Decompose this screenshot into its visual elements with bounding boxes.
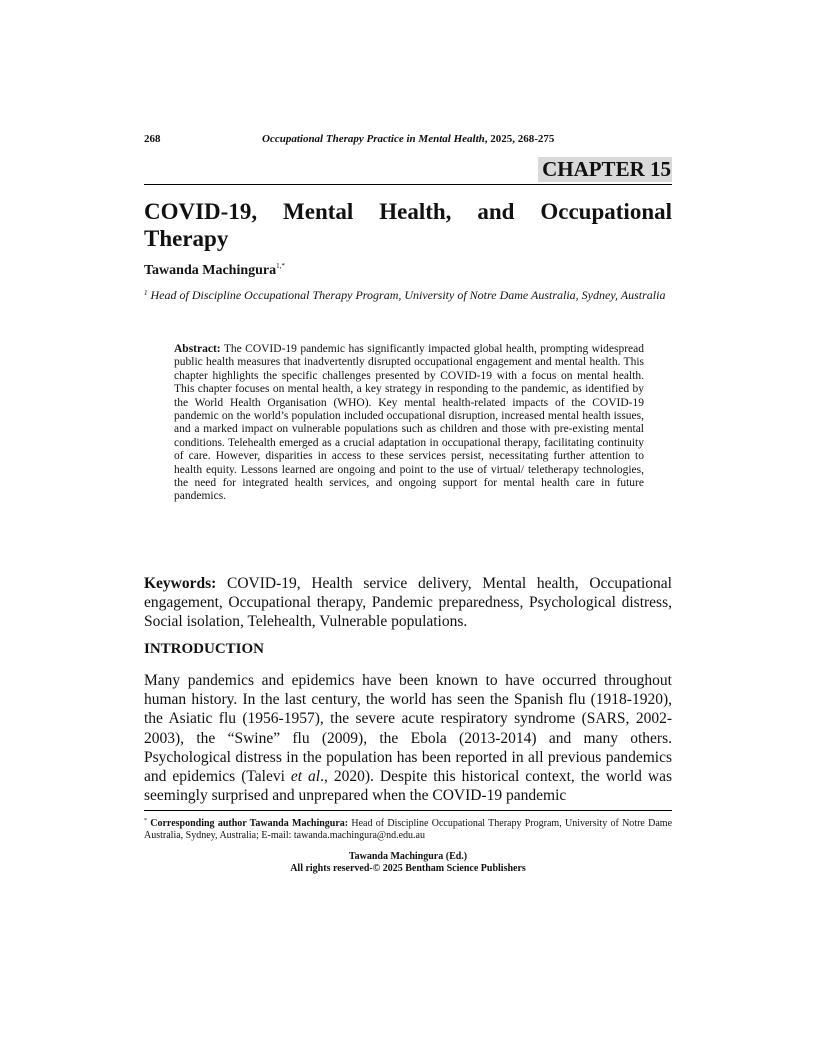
chapter-rule xyxy=(144,157,672,185)
chapter-label: CHAPTER 15 xyxy=(538,157,672,182)
abstract-text: The COVID-19 pandemic has significantly impacted global health, prompting widespread public health measures that inadvertently disrupted occupational engagement and mental health. This chapter highlights the specific challenges presented by COVID-19 with a focus on mental health. This chapter focuses on mental health, a key strategy in responding to the pandemic, as identified by the World Health Organisation (WHO). Key mental health-related impacts of the COVID-19 pandemic on the world’s population included occupational disruption, increased mental health issues, and a marked impact on vulnerable populations such as children and those with pre-existing mental conditions. Telehealth emerged as a crucial adaptation in occupational therapy, facilitating continuity of care. However, disparities in access to these services persist, necessitating further attention to health equity. Lessons learned are ongoing and point to the use of virtual/ teletherapy technologies, the need for integrated health services, and ongoing support for mental health care in future pandemics. xyxy=(174,343,644,503)
author-name: Tawanda Machingura xyxy=(144,263,277,278)
author-line xyxy=(144,262,285,279)
footnote-label: Corresponding author Tawanda Machingura: xyxy=(147,818,349,829)
keywords-text: COVID-19, Health service delivery, Mental health, Occupational engagement, Occupational therapy, Pandemic preparedness, Psychological distress, Social isolation, Telehealth, Vulnerable populations. xyxy=(144,575,672,630)
imprint xyxy=(144,851,672,875)
journal-title: Occupational Therapy Practice in Mental Health xyxy=(262,133,485,145)
abstract xyxy=(174,343,644,504)
journal-info: , 2025, 268-275 xyxy=(484,133,555,145)
intro-et-al: et al xyxy=(290,768,321,786)
abstract-label: Abstract: xyxy=(174,343,221,355)
footnote-mark: * xyxy=(144,818,147,824)
keywords xyxy=(144,574,672,631)
affiliation-mark: 1 xyxy=(144,289,148,297)
imprint-editor: Tawanda Machingura (Ed.) xyxy=(348,851,468,862)
journal-citation xyxy=(262,133,554,145)
chapter-title: COVID-19, Mental Health, and Occupational Therapy xyxy=(144,199,672,251)
affiliation xyxy=(144,286,672,303)
footnote-text: Head of Discipline Occupational Therapy Program, University of Notre Dame Australia, Sydney, Australia; E-mail: tawanda.machingura@nd.edu.au xyxy=(144,818,673,841)
affiliation-text: Head of Discipline Occupational Therapy Program, University of Notre Dame Australia, Sydney, Australia xyxy=(147,288,666,302)
footnote xyxy=(144,815,672,842)
imprint-rights: All rights reserved-© 2025 Bentham Science Publishers xyxy=(290,863,526,874)
section-heading-introduction: INTRODUCTION xyxy=(144,641,265,657)
keywords-label: Keywords: xyxy=(144,575,217,592)
introduction-paragraph xyxy=(144,671,672,805)
author-marks: 1,* xyxy=(276,262,285,270)
intro-text-start: Many pandemics and epidemics have been known to have occurred throughout human history. In the last century, the world has seen the Spanish flu (1918-1920), the Asiatic flu (1956-1957), the severe acute respiratory syndrome (SARS, 2002-2003), the “Swine” flu (2009), the Ebola (2013-2014) and many others. Psychological distress in the population has been reported in all previous pandemics and epidemics (Talevi xyxy=(144,672,672,786)
page-number: 268 xyxy=(144,133,161,145)
intro-text-end: ., 2020). Despite this historical context, the world was seemingly surprised and unprepared when the COVID-19 pandemic xyxy=(144,768,672,805)
footnote-divider xyxy=(144,810,672,811)
